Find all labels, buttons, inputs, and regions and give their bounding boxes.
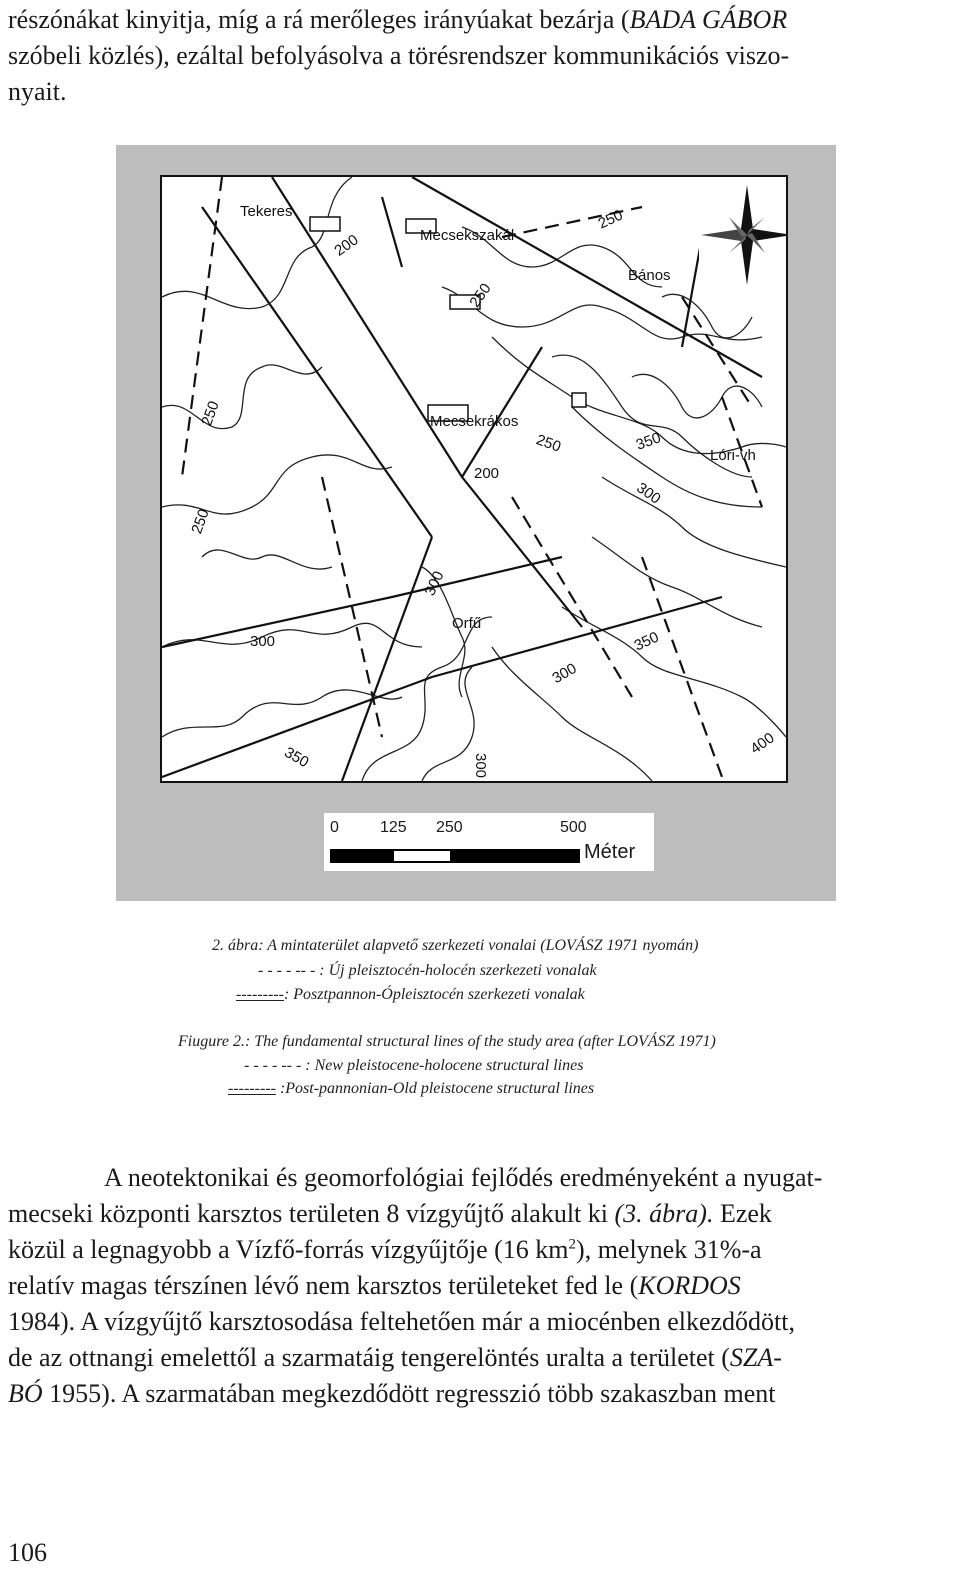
caption-en-legend-new: - - - - -- - : New pleistocene-holocene structural lines [244,1057,584,1074]
intro-paragraph: részónákat kinyitja, míg a rá merőleges irányúakat bezárja (BADA GÁBOR szóbeli közlés), ezáltal befolyásolva a törésrendszer kommunikációs viszo- nyait. [8,5,790,106]
contour-label: 250 [466,280,495,311]
scale-segment [450,849,580,863]
contour-label: 350 [633,429,664,454]
contour-label: 300 [421,568,448,599]
contour-label: 300 [250,633,276,650]
contour-label: 300 [633,479,664,508]
contour-label: 250 [595,206,626,233]
scale-tick-label: 125 [380,819,407,836]
caption-hu-legend-new: - - - - -- - : Új pleisztocén-holocén szerkezeti vonalak [258,962,597,979]
contour-label: 250 [188,506,213,537]
contour-label: 200 [331,231,362,260]
place-label: Mecsekszakál [420,227,515,244]
caption-en-title: Fiugure 2.: The fundamental structural lines of the study area (after LOVÁSZ 1971) [178,1033,716,1050]
place-label: Lóri-vh [710,447,756,464]
caption-hu-legend-old: ---------: Posztpannon-Ópleisztocén szerkezeti vonalak [236,986,585,1003]
place-label: Orfű [452,615,482,632]
contour-label: 250 [533,431,564,456]
topographic-map [160,175,788,783]
caption-hu-title: 2. ábra: A mintaterület alapvető szerkezeti vonalai (LOVÁSZ 1971 nyomán) [212,937,699,954]
contour-label: 250 [198,398,223,429]
place-label: Tekeres [240,203,293,220]
contour-label: 300 [549,659,580,688]
contour-label: 300 [472,752,490,779]
north-arrow-icon [699,181,786,291]
contour-label: 350 [281,743,312,772]
scale-tick-label: 0 [330,819,339,836]
scale-tick-label: 500 [560,819,587,836]
caption-en-legend-old: --------- :Post-pannonian-Old pleistocene structural lines [228,1080,595,1097]
scale-segment [330,849,394,863]
map-figure [116,145,836,901]
contour-label: 200 [474,465,500,482]
contour-label: 400 [747,729,778,758]
scale-bar [324,813,654,871]
scale-segment [392,849,452,863]
scale-unit-label: Méter [584,841,636,863]
place-label: Bános [628,267,671,284]
place-label: Mecsekrákos [430,413,519,430]
contour-label: 350 [631,628,662,655]
body-paragraph: A neotektonikai és geomorfológiai fejlődés eredményeként a nyugat- mecseki központi karsztos területen 8 vízgyűjtő alakult ki (3. ábra). Ezek közül a legnagyobb a Vízfő-forrás vízgyűjtője (16 $km^2$), melynek 31%-a relatív magas térszínen lévő nem karsztos területeket fed le (KORDOS 1984). A vízgyűjtő karsztosodása feltehetően már a miocénben elkezdődött, de az ottnangi emelettől a szarmatáig tengerelöntés uralta a területet (SZA- BÓ 1955). A szarmatában megkezdődött regresszió több szakaszban ment [8,1163,823,1408]
scale-tick-label: 250 [436,819,463,836]
page-number: 106 [8,1538,47,1567]
